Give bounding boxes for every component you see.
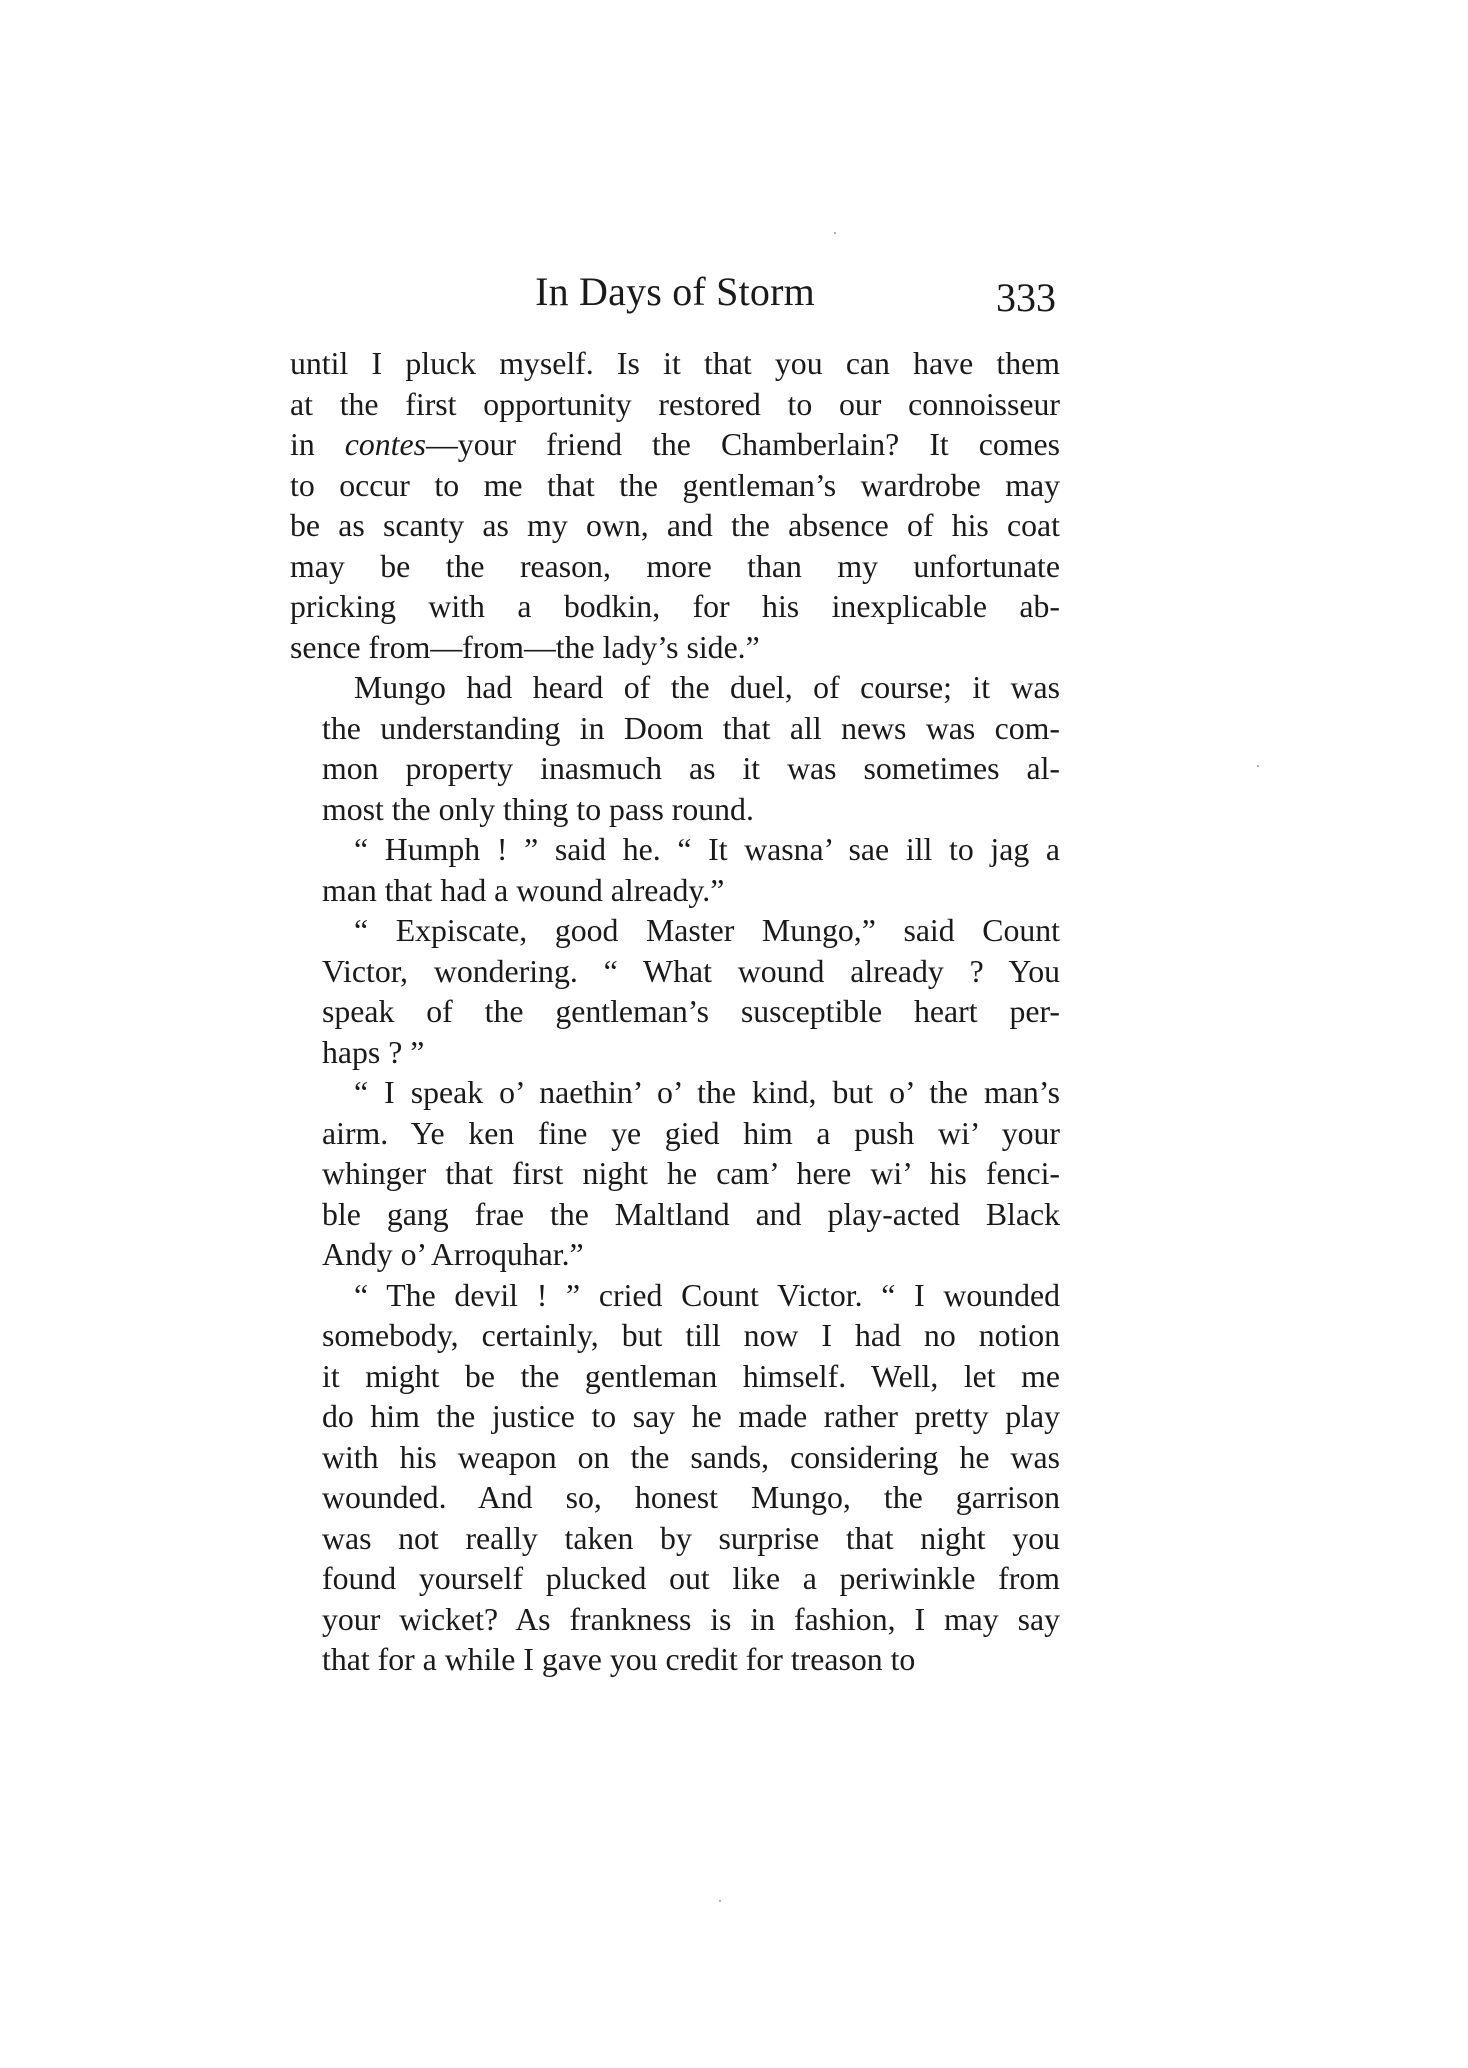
text-line: most the only thing to pass round.	[322, 791, 754, 827]
book-page	[290, 268, 1060, 1681]
text-line: Mungo had heard of the duel, of course; it was	[354, 670, 1060, 705]
paragraph	[290, 668, 1060, 830]
text-line: man that had a wound already.”	[322, 872, 725, 908]
text-line: found yourself plucked out like a periwinkle from	[322, 1561, 1060, 1596]
text-line: mon property inasmuch as it was sometimes al-	[322, 751, 1060, 786]
paragraph	[290, 830, 1060, 911]
text-line: the understanding in Doom that all news was com-	[322, 710, 1060, 746]
text-line: airm. Ye ken fine ye gied him a push wi’ your	[322, 1115, 1060, 1151]
text-line: Victor, wondering. “ What wound already ? You	[322, 953, 1060, 989]
scan-speck	[719, 1900, 721, 1902]
text-line: may be the reason, more than my unfortunate	[290, 548, 1060, 584]
scan-speck	[1257, 765, 1259, 767]
paragraph	[290, 911, 1060, 1073]
text-line: “ Humph ! ” said he. “ It wasna’ sae ill to jag a	[354, 832, 1060, 867]
text-line: ble gang frae the Maltland and play-acted Black	[322, 1196, 1060, 1232]
paragraph	[290, 1073, 1060, 1276]
text-line: was not really taken by surprise that night you	[322, 1520, 1060, 1556]
text-line: “ I speak o’ naethin’ o’ the kind, but o’ the man’s	[354, 1075, 1060, 1110]
text-line: Andy o’ Arroquhar.”	[322, 1237, 584, 1272]
text-line: pricking with a bodkin, for his inexplicable ab-	[290, 589, 1060, 624]
page-number: 333	[996, 275, 1056, 320]
text-line: somebody, certainly, but till now I had no notion	[322, 1318, 1060, 1353]
text-line: until I pluck myself. Is it that you can have them	[290, 346, 1060, 381]
text-line: at the first opportunity restored to our connoisseur	[290, 386, 1060, 422]
text-line: be as scanty as my own, and the absence of his coat	[290, 508, 1060, 543]
text-line: in contes—your friend the Chamberlain? It comes	[290, 427, 1060, 462]
text-line: your wicket? As frankness is in fashion, I may say	[322, 1601, 1060, 1637]
body-text	[290, 344, 1060, 1681]
text-line: “ The devil ! ” cried Count Victor. “ I wounded	[354, 1277, 1060, 1313]
text-line: that for a while I gave you credit for treason to	[322, 1642, 916, 1677]
paragraph	[290, 344, 1060, 668]
paragraph	[290, 1276, 1060, 1681]
text-line: wounded. And so, honest Mungo, the garrison	[322, 1480, 1060, 1515]
running-title: In Days of Storm	[535, 269, 815, 314]
text-line: sence from—from—the lady’s side.”	[290, 629, 760, 665]
text-line: to occur to me that the gentleman’s wardrobe may	[290, 467, 1060, 503]
text-line: do him the justice to say he made rather pretty play	[322, 1399, 1060, 1434]
text-line: with his weapon on the sands, considering he was	[322, 1439, 1060, 1475]
text-line: haps ? ”	[322, 1034, 425, 1070]
text-line: it might be the gentleman himself. Well, let me	[322, 1358, 1060, 1394]
text-line: whinger that first night he cam’ here wi’ his fenci-	[322, 1156, 1060, 1191]
text-line: “ Expiscate, good Master Mungo,” said Count	[354, 913, 1060, 948]
italic-word: contes	[344, 427, 426, 462]
running-head	[290, 268, 1060, 328]
scan-speck	[834, 232, 836, 234]
text-line: speak of the gentleman’s susceptible heart per-	[322, 994, 1060, 1029]
